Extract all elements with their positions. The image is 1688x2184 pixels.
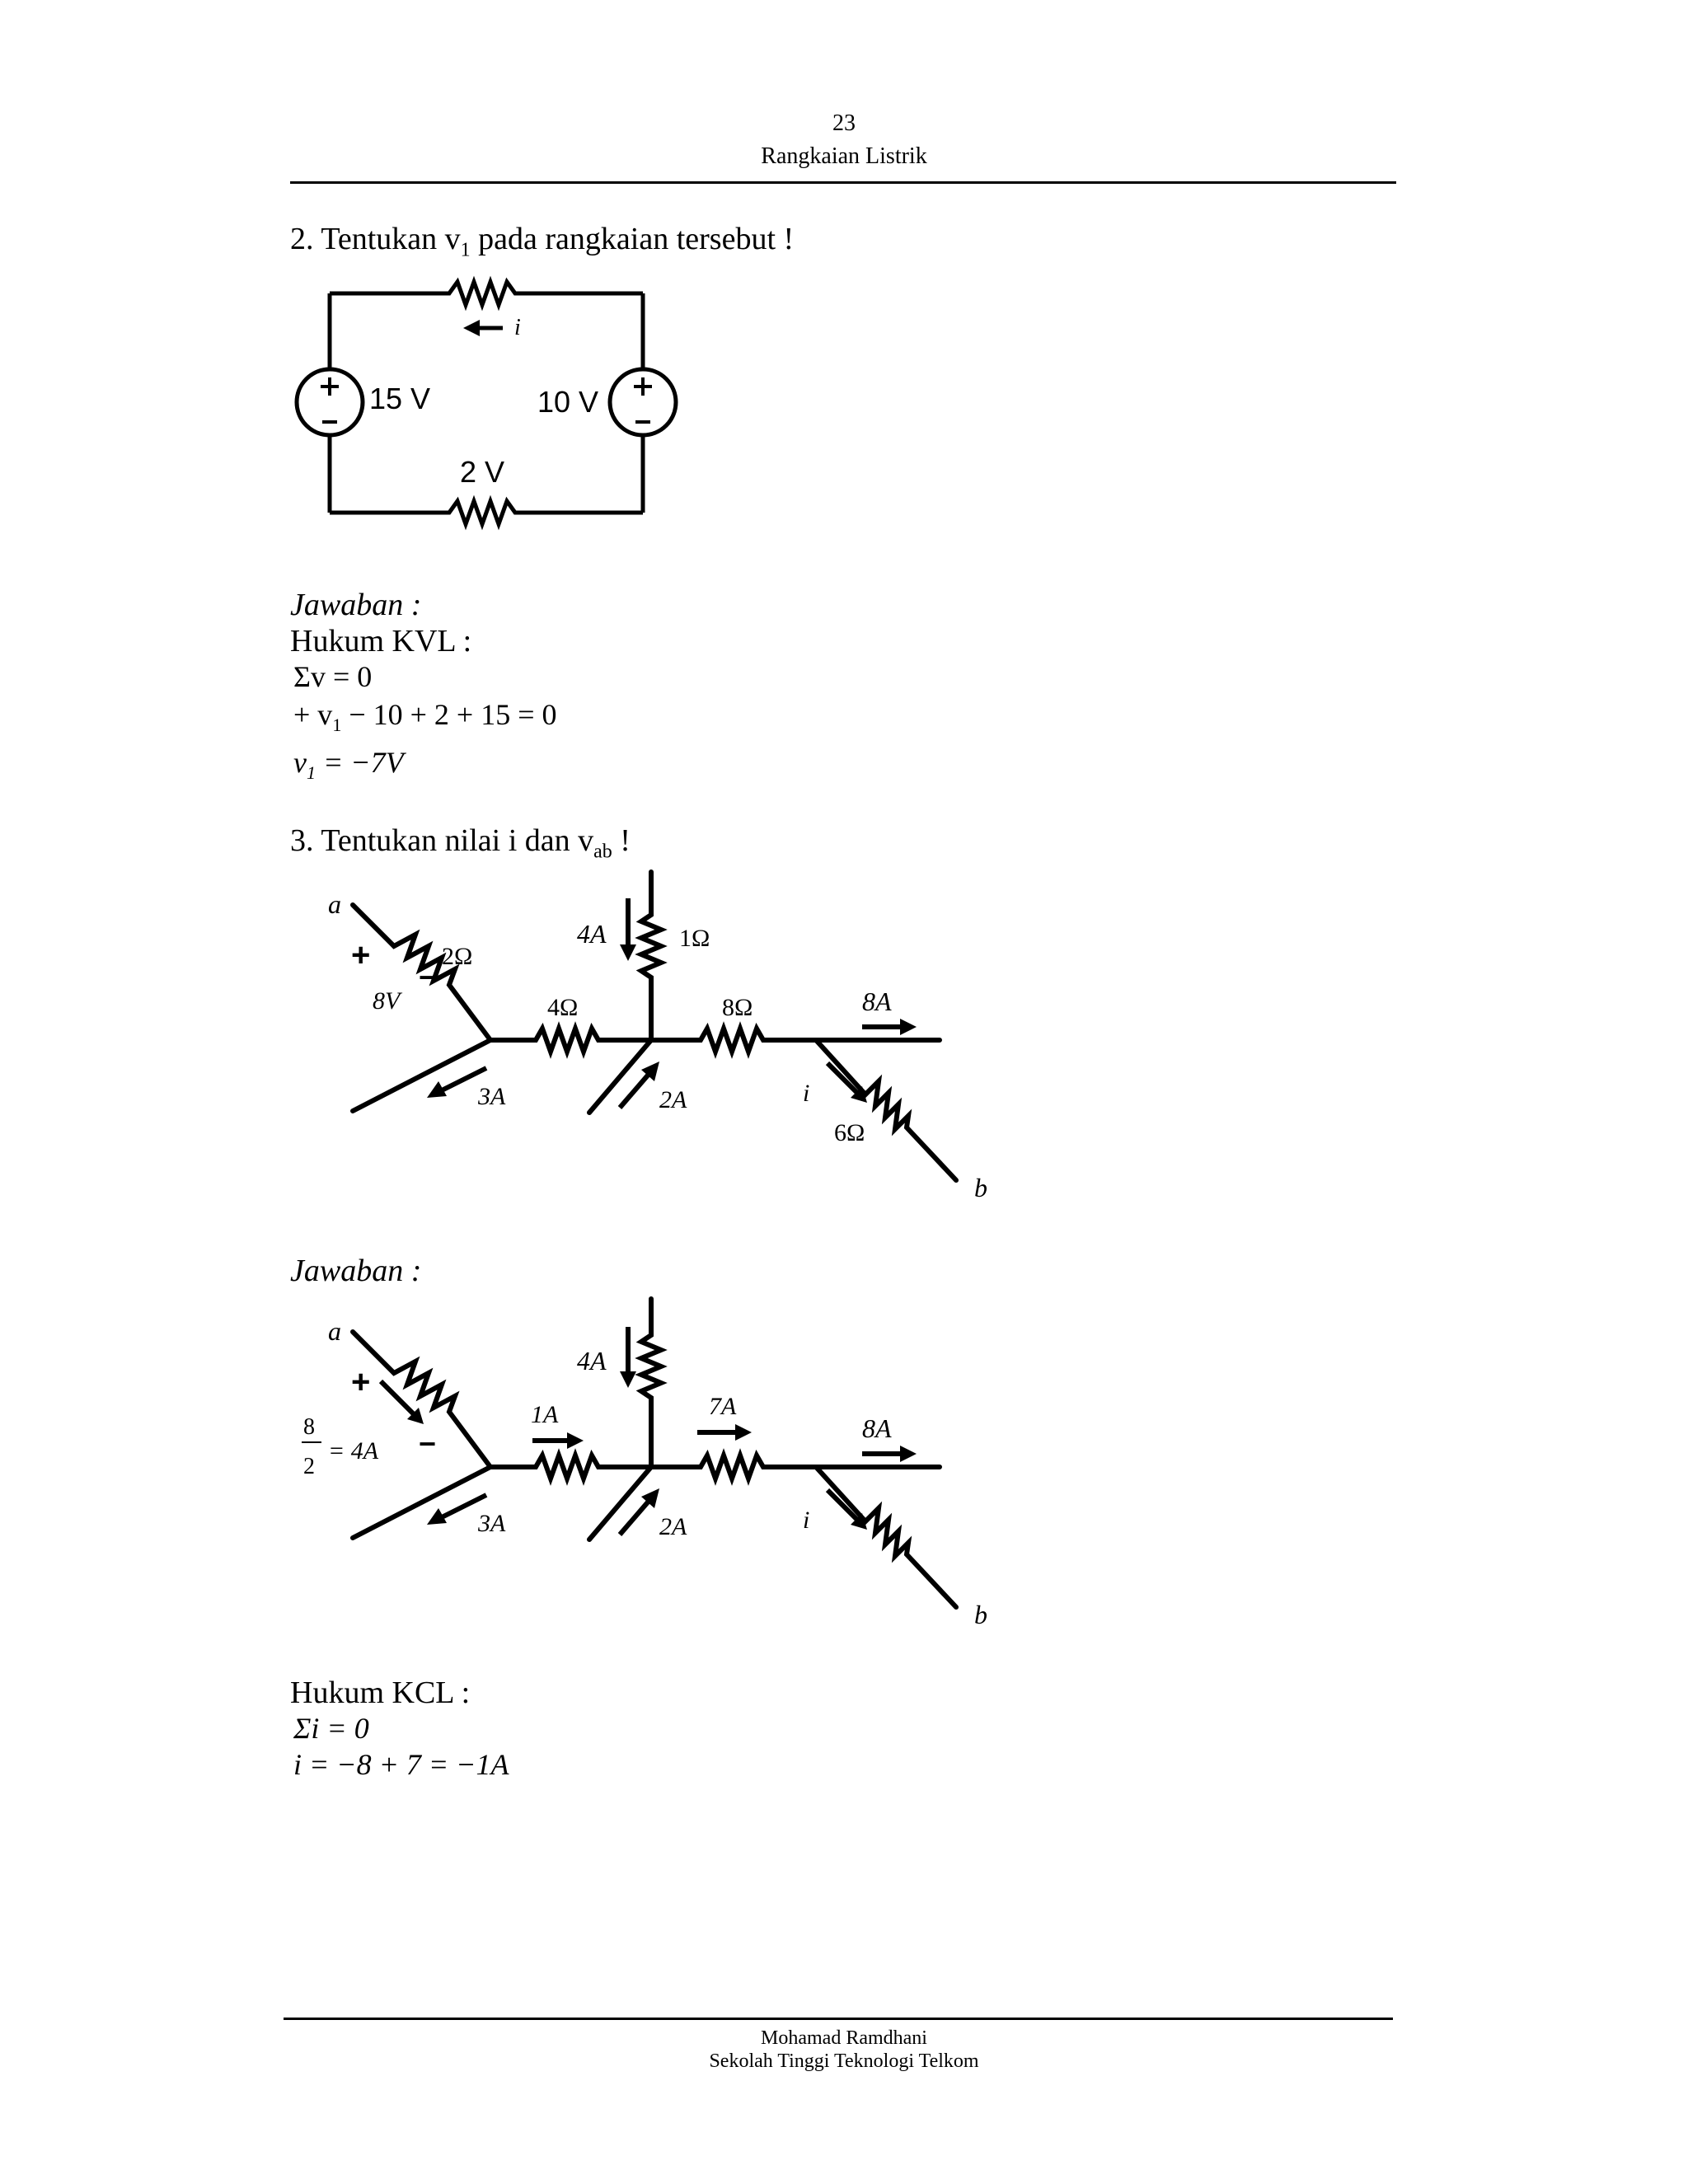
left-source-label: 15 V [369,382,431,415]
current-label: i [514,315,521,340]
current-4a-label: 4A [577,919,607,949]
question-3: 3. Tentukan nilai i dan $v_{ab}$ ! [290,823,631,863]
current-7a-label: 7A [709,1393,737,1420]
answer-label-q2: Jawaban : [290,588,422,622]
node-a: a [328,1316,341,1346]
arrow-1a-icon [532,1432,584,1449]
circuit-diagram-q3 [288,865,1030,1212]
current-1a-label: 1A [531,1401,559,1428]
bottom-resistor-label: 2 V [460,455,505,489]
fraction-denominator: 2 [303,1454,315,1479]
footer-rule [284,2018,1393,2020]
plus-sign: + [351,1364,371,1400]
circuit-diagram-q3-answer [288,1294,1030,1640]
footer-author: Mohamad Ramdhani [761,2027,927,2049]
kcl-equation-1: Σi = 0 [293,1712,369,1745]
header-rule [290,181,1396,184]
current-i-label: i [803,1080,810,1107]
voltage-8v-label: 8V [373,987,401,1015]
current-3a-label: 3A [478,1510,506,1537]
kvl-equation-2: + $v_1 - 10 + 2 + 15 = 0$ [293,698,557,736]
node-b: b [974,1600,987,1629]
question-2: 2. Tentukan $v_1$ pada rangkaian tersebut ! [290,222,795,261]
current-3a-label: 3A [478,1083,506,1110]
current-arrow-icon [463,320,503,336]
arrow-8a-icon [862,1019,917,1035]
arrow-i-icon [828,1063,867,1103]
arrow-7a-icon [697,1424,752,1441]
kcl-law: Hukum KCL : [290,1675,471,1710]
kvl-result: $v_1 = -7V$ [293,746,404,784]
arrow-i-icon [828,1490,867,1530]
node-a: a [328,889,341,919]
resistor-2ohm-label: 2Ω [442,943,473,970]
current-8a-label: 8A [862,1413,892,1443]
fraction-numerator: 8 [303,1414,315,1440]
running-title: Rangkaian Listrik [761,143,927,169]
kcl-result: i = −8 + 7 = −1A [293,1748,509,1781]
resistor-6ohm-label: 6Ω [834,1119,865,1146]
resistor-1ohm-label: 1Ω [679,925,710,952]
kvl-equation-1: Σv = 0 [293,660,373,693]
resistor-8ohm-label: 8Ω [722,994,753,1021]
current-i-label: i [803,1507,810,1534]
arrow-4a-source-current-icon [381,1381,424,1424]
resistor-4ohm-label: 4Ω [547,994,579,1021]
kvl-law: Hukum KVL : [290,624,472,658]
plus-sign: + [351,937,371,973]
current-4a-label: 4A [577,1346,607,1376]
answer-label-q3: Jawaban : [290,1254,422,1288]
current-2a-label: 2A [659,1086,687,1113]
right-source-label: 10 V [537,385,599,419]
node-b: b [974,1173,987,1202]
fraction-result: = 4A [328,1437,379,1465]
current-2a-label: 2A [659,1513,687,1540]
arrow-down-4a-icon [620,1327,636,1388]
minus-sign: − [419,960,437,994]
arrow-8a-icon [862,1446,917,1462]
current-8a-label: 8A [862,987,892,1016]
arrow-down-4a-icon [620,898,636,961]
circuit-diagram-q2 [280,272,692,556]
page-number: 23 [832,110,856,136]
footer-institution: Sekolah Tinggi Teknologi Telkom [709,2050,979,2072]
minus-sign: − [419,1427,437,1460]
